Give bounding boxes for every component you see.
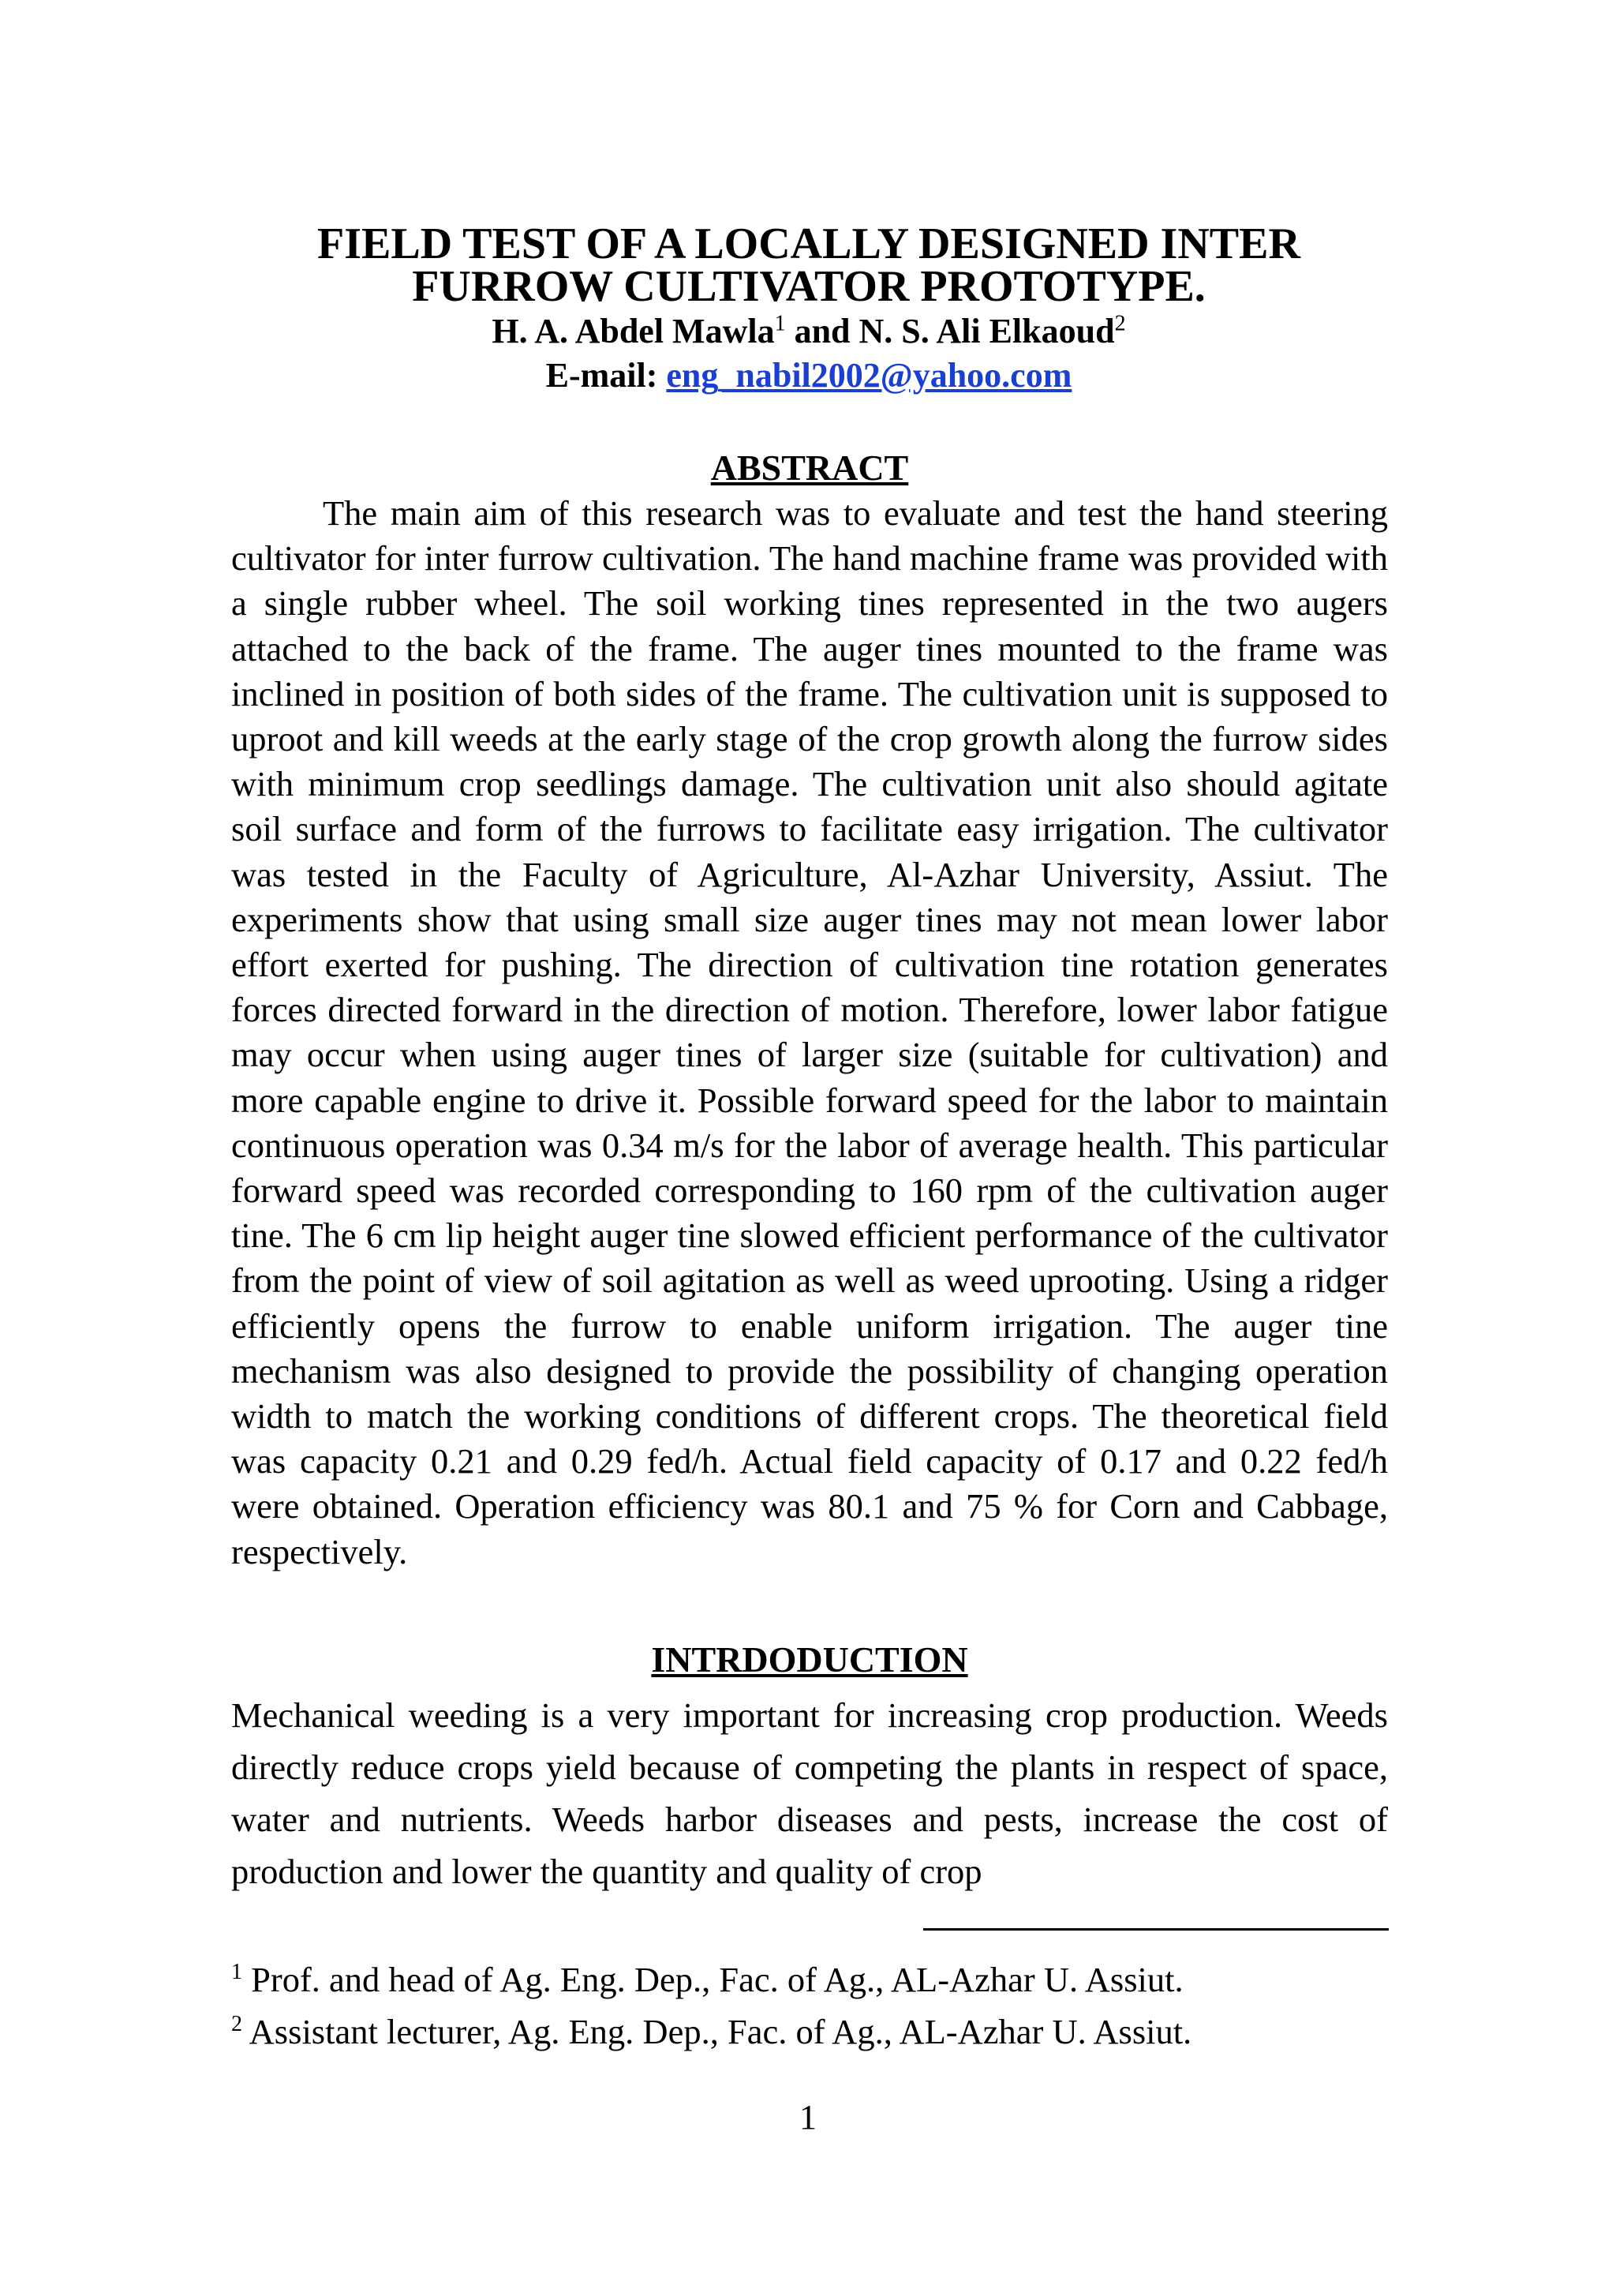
author-line — [237, 311, 1381, 352]
author-1-mark: 1 — [774, 311, 786, 336]
email-line — [237, 355, 1381, 396]
email-link[interactable]: eng_nabil2002@yahoo.com — [666, 356, 1072, 395]
email-label: E-mail: — [545, 356, 667, 395]
footnote-divider — [923, 1928, 1389, 1931]
abstract-paragraph — [231, 491, 1388, 1575]
paper-title: FIELD TEST OF A LOCALLY DESIGNED INTER FURROW CULTIVATOR PROTOTYPE. — [317, 219, 1300, 311]
introduction-heading: INTRDODUCTION — [651, 1639, 968, 1680]
page-number: 1 — [799, 2097, 817, 2137]
abstract-heading: ABSTRACT — [710, 448, 909, 488]
footnote-2-mark: 2 — [231, 2012, 242, 2037]
footnote-1-mark: 1 — [231, 1960, 242, 1985]
author-2-mark: 2 — [1114, 311, 1126, 336]
footnote-2-text: Assistant lecturer, Ag. Eng. Dep., Fac. of Ag., AL-Azhar U. Assiut. — [242, 2012, 1192, 2051]
footnote-1-text: Prof. and head of Ag. Eng. Dep., Fac. of Ag., AL-Azhar U. Assiut. — [242, 1960, 1184, 1999]
author-join: and — [785, 312, 859, 350]
footnote-1 — [231, 1959, 1184, 2000]
footnote-2 — [231, 2011, 1191, 2052]
author-2: N. S. Ali Elkaoud — [858, 312, 1115, 350]
introduction-paragraph: Mechanical weeding is a very important for increasing crop production. Weeds directly reduce crops yield because of competing the plants in respect of space, water and nutrients. Weeds harbor diseases and pests, increase the cost of production and lower the quantity and quality of crop — [231, 1695, 1388, 1891]
abstract-text: The main aim of this research was to evaluate and test the hand steering cultivator for inter furrow cultivation. The hand machine frame was provided with a single rubber wheel. The soil working tines represented in the two augers attached to the back of the frame. The auger tines mounted to the frame was inclined in position of both sides of the frame. The cultivation unit is supposed to uproot and kill weeds at the early stage of the crop growth along the furrow sides with minimum crop seedlings damage. The cultivation unit also should agitate soil surface and form of the furrows to facilitate easy irrigation. The cultivator was tested in the Faculty of Agriculture, Al-Azhar University, Assiut. The experiments show that using small size auger tines may not mean lower labor effort exerted for pushing. The direction of cultivation tine rotation generates forces directed forward in the direction of motion. Therefore, lower labor fatigue may occur when using auger tines of larger size (suitable for cultivation) and more capable engine to drive it. Possible forward speed for the labor to maintain continuous operation was 0.34 m/s for the labor of average health. This particular forward speed was recorded corresponding to 160 rpm of the cultivation auger tine. The 6 cm lip height auger tine slowed efficient performance of the cultivator from the point of view of soil agitation as well as weed uprooting. Using a ridger efficiently opens the furrow to enable uniform irrigation. The auger tine mechanism was also designed to provide the possibility of changing operation width to match the working conditions of different crops. The theoretical field was capacity 0.21 and 0.29 fed/h. Actual field capacity of 0.17 and 0.22 fed/h were obtained. Operation efficiency was 80.1 and 75 % for Corn and Cabbage, respectively. — [231, 493, 1388, 1571]
author-1: H. A. Abdel Mawla — [492, 312, 775, 350]
